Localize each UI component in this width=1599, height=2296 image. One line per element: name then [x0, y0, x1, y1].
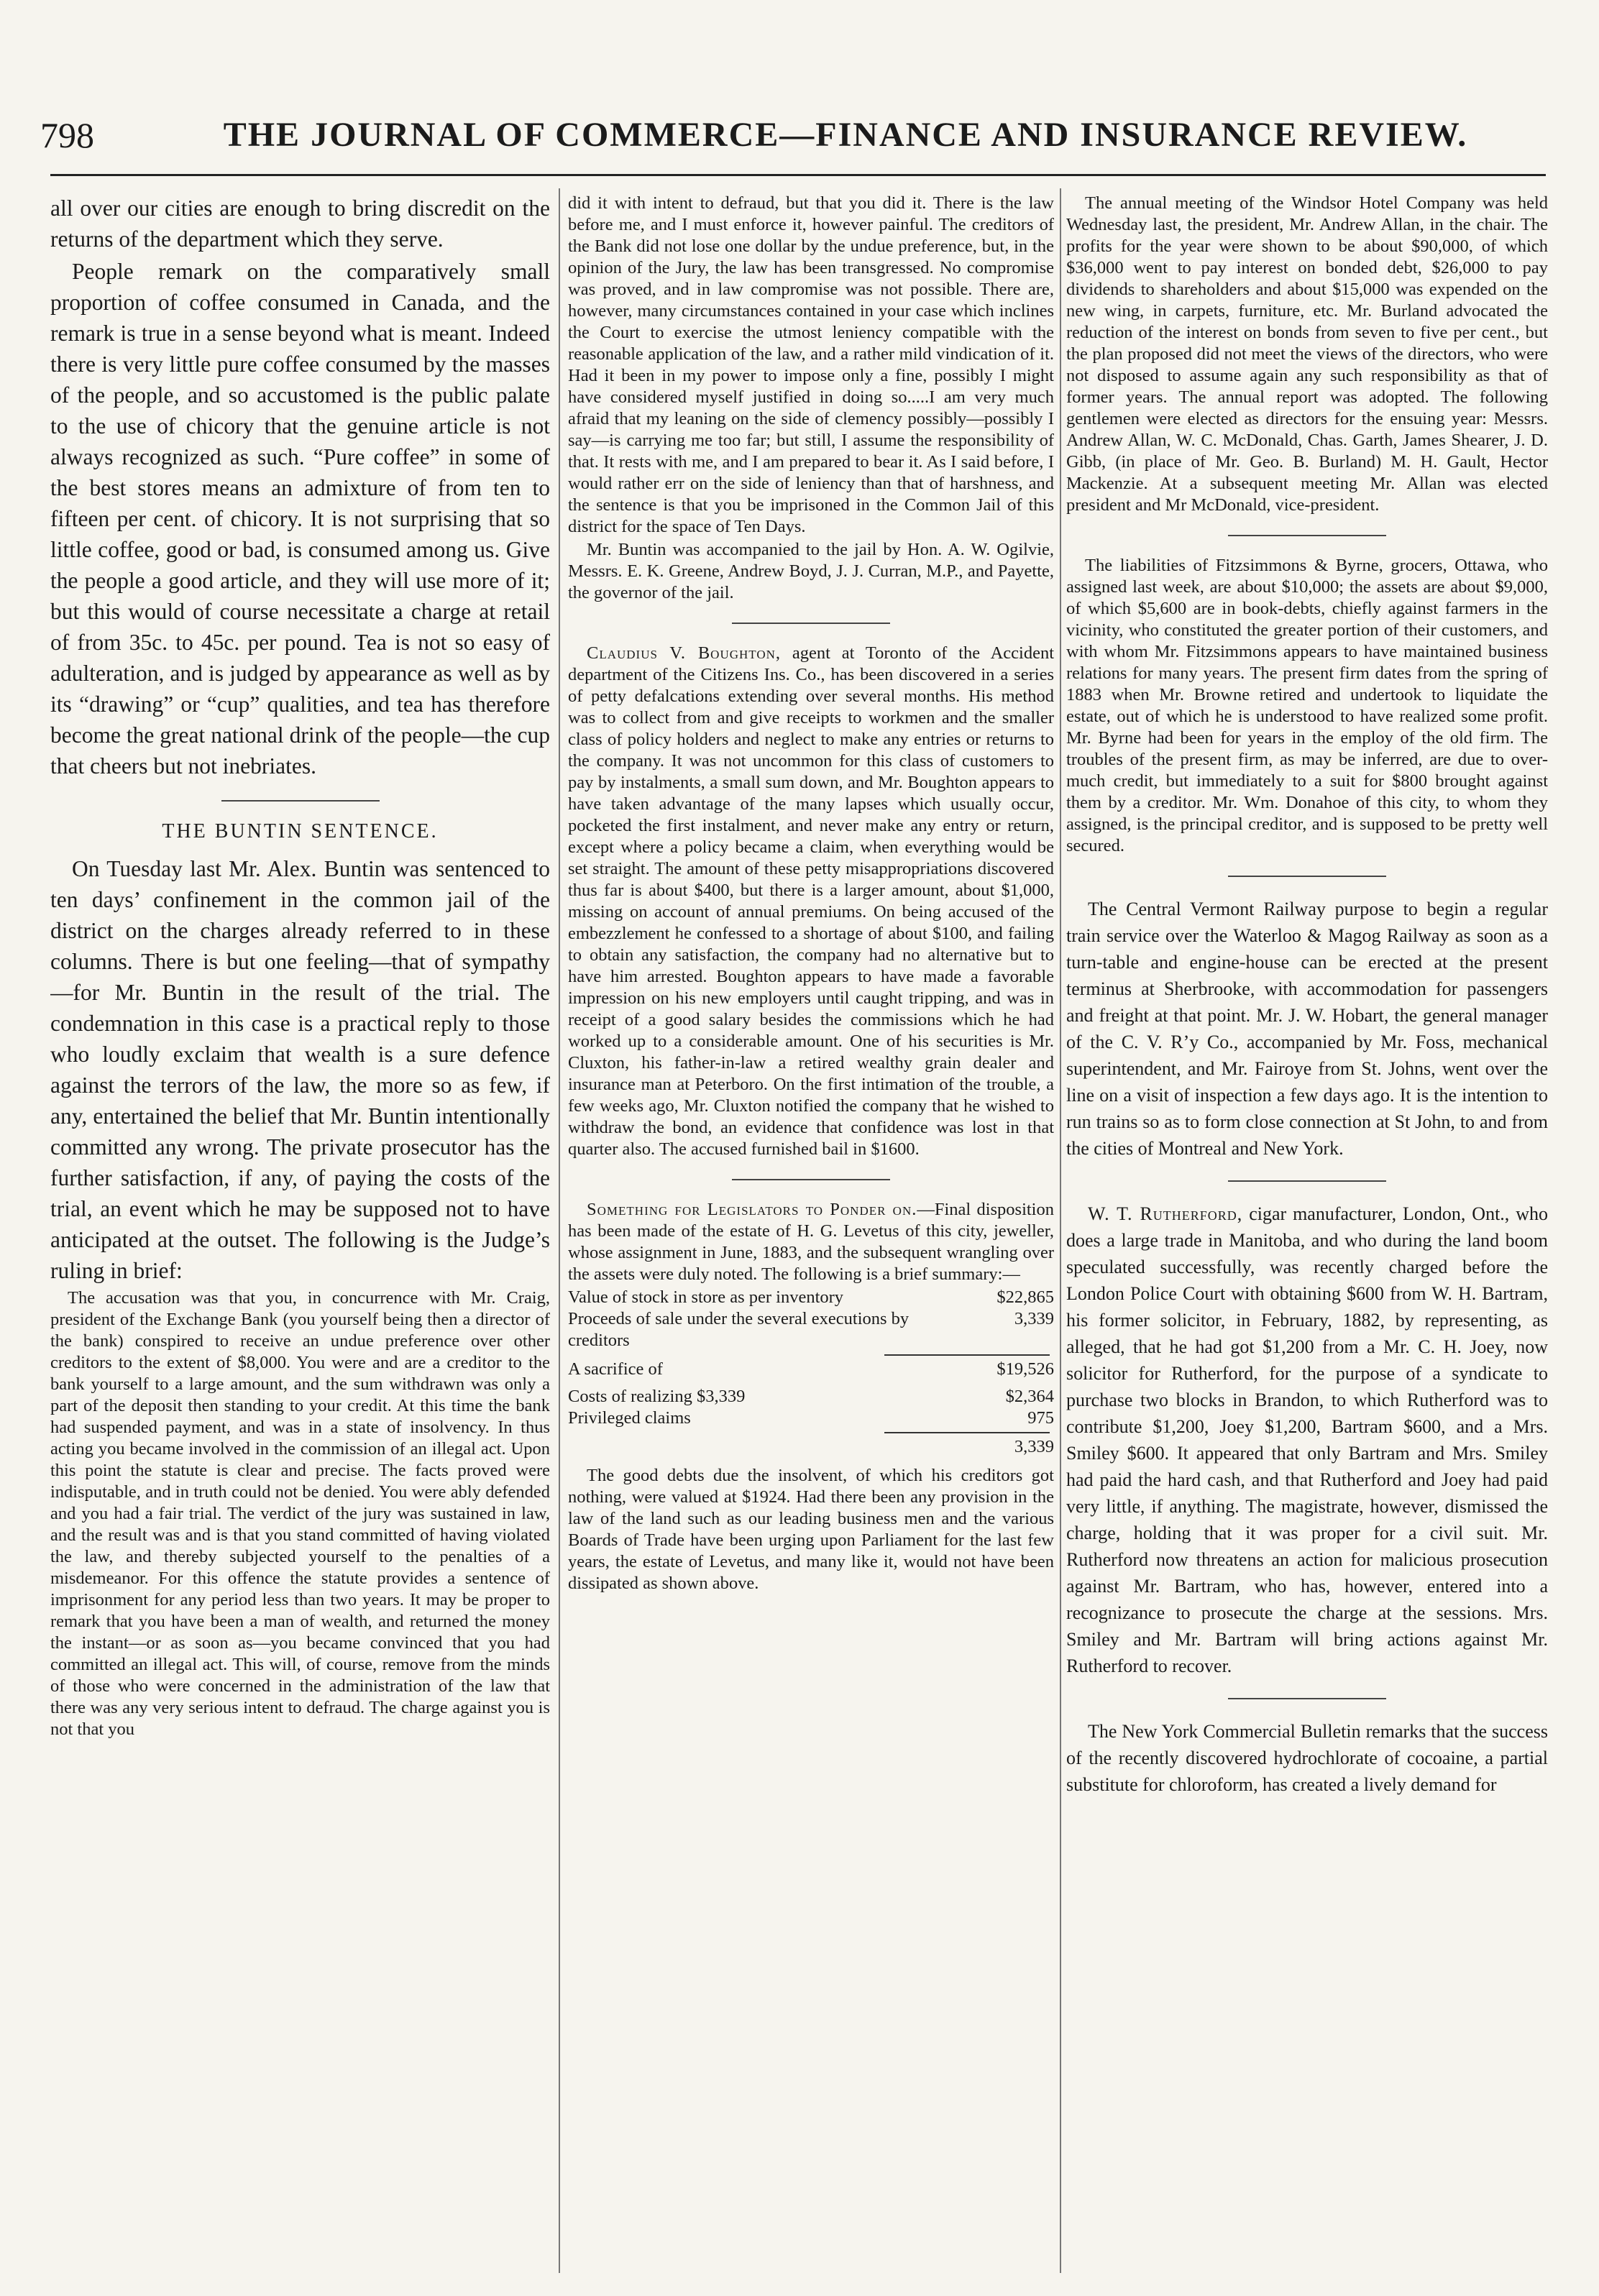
divider: [732, 1179, 890, 1180]
boughton-article: [568, 643, 1054, 1160]
rutherford-article: [1066, 1200, 1548, 1679]
buntin-paragraph: On Tuesday last Mr. Alex. Buntin was sentenced to ten days’ confinement in the common jail of the district on the charges already referred to in these columns. There is but one feeling—that of sympathy—for Mr. Buntin in the result of the trial. The condemnation in this case is a practical reply to those who loudly exclaim that wealth is a sure defence against the terrors of the law, the more so as few, if any, entertained the belief that Mr. Buntin intentionally committed any wrong. The private prosecutor has the further satisfaction, if any, of paying the costs of the trial, an event which he may be supposed not to have anticipated at the outset. The following is the Judge’s ruling in brief:: [50, 856, 550, 1283]
windsor-article: The annual meeting of the Windsor Hotel Company was held Wednesday last, the president, Mr. Andrew Allan, in the chair. The profits for the year were shown to be about $90,000, of which $36,000 went to pay interest on bonded debt, $26,000 to pay dividends to shareholders and about $15,000 was expended on the new wing, in carpets, furniture, etc. Mr. Burland advocated the reduction of the interest on bonds from seven to five per cent., but the plan proposed did not meet the views of the directors, who were not disposed to assume again any such responsibility as that of former years. The annual report was adopted. The following gentlemen were elected as directors for the ensuing year: Messrs. Andrew Allan, W. C. McDonald, Chas. Garth, James Shearer, J. D. Gibb, (in place of Mr. Geo. B. Burland) M. H. Gault, Hector Mackenzie. At a subsequent meeting Mr. Allan was elected president and Mr McDonald, vice-president.: [1066, 193, 1548, 515]
summary-row: Value of stock in store as per inventory $22,865: [568, 1287, 1054, 1307]
column-1: [50, 193, 550, 2263]
section-title-buntin: THE BUNTIN SENTENCE.: [162, 820, 439, 842]
levetus-summary: [568, 1287, 1054, 1458]
summary-row: A sacrifice of $19,526: [568, 1359, 1054, 1379]
column-rule: [559, 188, 560, 2273]
divider: [732, 623, 890, 624]
boughton-body: agent at Toronto of the Accident department of the Citizens Ins. Co., has been discovered in a series of petty defalcations extending over several months. His method was to collect from and give receipts to workmen and the smaller class of policy holders and neglect to make any entries or returns to the company. It was not uncommon for this class of customers to pay by instalments, a small sum down, and Mr. Boughton appears to have taken advantage of the many lapses which usually occur, pocketed the first instalment, and never make any entry or return, except where a policy became a claim, when everything would be set straight. The amount of these petty misappropriations discovered thus far is about $400, but there is a larger amount, about $1,000, missing on account of annual premiums. On being accused of the embezzlement he confessed to a shortage of about $100, and failing to obtain any satisfaction, the company had no alternative but to have him arrested. Boughton appears to have made a favorable impression on his new employers until caught tripping, and was in receipt of a good salary besides the commissions which he had worked up to a considerable amount. One of his securities is Mr. Cluxton, his father-in-law a retired wealthy grain dealer and insurance man at Peterboro. On the first intimation of the trouble, a few weeks ago, Mr. Cluxton notified the company that he wished to withdraw the bond, an evidence that confidence was lost in that quarter also. The accused furnished bail in $1600.: [568, 643, 1054, 1159]
column-2: [568, 193, 1054, 2263]
vermont-article: The Central Vermont Railway purpose to begin a regular train service over the Waterloo & Magog Railway as soon as a turn-table and engine-house can be erected at the present terminus at Sherbrooke, with accommodation for passengers and freight at that point. Mr. J. W. Hobart, the general manager of the C. V. R’y Co., accompanied by Mr. Foss, mechanical superintendent, and Mr. Fairoye from St. Johns, went over the line on a visit of inspection a few days ago. It is the intention to run trains so as to form close connection at St John, to and from the cities of Montreal and New York.: [1066, 899, 1548, 1159]
header-rule: [50, 174, 1546, 176]
rutherford-lead: W. T. Rutherford,: [1088, 1203, 1243, 1224]
bulletin-article: The New York Commercial Bulletin remarks that the success of the recently discovered hydrochlorate of cocoaine, a partial substitute for chloroform, has created a lively demand for: [1066, 1721, 1548, 1795]
levetus-article: [568, 1199, 1054, 1285]
coffee-paragraph-end: all over our cities are enough to bring discredit on the returns of the department which they serve.: [50, 196, 550, 252]
column-rule: [1060, 188, 1061, 2273]
summary-rule: [884, 1432, 1050, 1433]
running-head: THE JOURNAL OF COMMERCE—FINANCE AND INSURANCE REVIEW.: [223, 116, 1468, 154]
spacer: [568, 1380, 1054, 1386]
levetus-after: The good debts due the insolvent, of which his creditors got nothing, were valued at $1924. Had there been any provision in the law of the land such as our leading business men and the various Boards of Trade have been urging upon Parliament for the last few years, the estate of Levetus, and many like it, would not have been dissipated as shown above.: [568, 1466, 1054, 1593]
buntin-ruling-continued: did it with intent to defraud, but that you did it. There is the law before me, and I must enforce it, however painful. The creditors of the Bank did not lose one dollar by the undue preference, but, in the opinion of the Jury, the law has been transgressed. No compromise was proved, and in law compromise was not possible. There are, however, many circumstances contained in your case which inclines the Court to exercise the utmost leniency compatible with the reasonable application of the law, and a rather mild vindication of it. Had it been in my power to impose only a fine, possibly I might have considered myself justified in doing so.....I am very much afraid that my leaning on the side of clemency possibly—possibly I say—is carrying me too far; but still, I assume the responsibility of that. It rests with me, and I am prepared to bear it. As I said before, I would rather err on the side of leniency than that of harshness, and the sentence is that you be imprisoned in the Common Jail of this district for the space of Ten Days.: [568, 193, 1054, 536]
divider: [1228, 535, 1386, 536]
summary-rule: [884, 1354, 1050, 1356]
summary-row: 3,339: [1014, 1437, 1054, 1456]
rutherford-body: cigar manufacturer, London, Ont., who does a large trade in Manitoba, and who during the land boom speculated successfully, was recently charged before the London Police Court with obtaining $600 from W. H. Bartram, his former solicitor, in February, 1882, by representing, as alleged, that he had got $1,200 from a Mr. C. H. Joey, now solicitor for Rutherford, for the purpose of a syndicate to purchase two blocks in Brandon, to which Rutherford was to contribute $1,200, Joey $1,200, Bartram $600, and a Mrs. Smiley $600. It appeared that only Bartram and Mrs. Smiley had paid the hard cash, and that Rutherford and Joey had paid very little, if anything. The magistrate, however, dismissed the charge, holding that it was proper for a civil suit. Mr. Rutherford now threatens an action for malicious prosecution against Mr. Bartram, who has, however, entered into a recognizance to prosecute the charge at the sessions. Mrs. Smiley and Mr. Bartram will bring actions against Mr. Rutherford to recover.: [1066, 1203, 1548, 1676]
summary-row: Privileged claims 975: [568, 1408, 1054, 1428]
buntin-after: Mr. Buntin was accompanied to the jail by Hon. A. W. Ogilvie, Messrs. E. K. Greene, Andrew Boyd, J. J. Curran, M.P., and Payette, the governor of the jail.: [568, 540, 1054, 602]
levetus-lead: Something for Legislators to Ponder on.: [587, 1200, 917, 1219]
buntin-ruling: The accusation was that you, in concurrence with Mr. Craig, president of the Exchange Bank (you yourself being then a director of the bank) conspired to receive an undue preference over other creditors to the extent of $8,000. You were and are a creditor to the bank yourself to a large amount, and the sum withdrawn was only a part of the deposit then standing to your credit. At this time the bank had suspended payment, and was in a state of insolvency. In thus acting you became involved in the commission of an illegal act. Upon this point the statute is clear and precise. The facts proved were indisputable, and in truth could not be denied. You were ably defended and you had a fair trial. The verdict of the jury was sustained in law, and the result was and is that you stand committed of having violated the law, and thereby subjected yourself to the penalties of a misdemeanor. For this offence the statute provides a sentence of imprisonment for any period less than two years. It may be proper to remark that you have been a man of wealth, and returned the money the instant—or as soon as—you became convinced that you had committed an illegal act. This will, of course, remove from the minds of those who were concerned in the administration of the law that there was any very serious intent to defraud. The charge against you is not that you: [50, 1288, 550, 1739]
boughton-lead: Claudius V. Boughton,: [587, 643, 782, 663]
page-number: 798: [40, 115, 94, 155]
divider: [1228, 1180, 1386, 1182]
column-3: [1066, 193, 1548, 2263]
levetus-body: —Final disposition has been made of the estate of H. G. Levetus of this city, jeweller, whose assignment in June, 1883, and the subsequent wrangling over the assets were duly noted. The following is a brief summary:—: [568, 1200, 1054, 1284]
divider: [1228, 876, 1386, 877]
page-header: [40, 108, 1564, 165]
summary-row: Costs of realizing $3,339 $2,364: [568, 1387, 1054, 1406]
summary-row: Proceeds of sale under the several executions by creditors 3,339: [568, 1309, 1054, 1350]
coffee-paragraph: People remark on the comparatively small proportion of coffee consumed in Canada, and the remark is true in a sense beyond what is meant. Indeed there is very little pure coffee consumed by the masses of the people, and so accustomed is the public palate to the use of chicory that the genuine article is not always recognized as such. “Pure coffee” in some of the best stores means an admixture of from ten to fifteen per cent. of chicory. It is not surprising that so little coffee, good or bad, is consumed among us. Give the people a good article, and they will use more of it; but this would of course necessitate a charge at retail of from 35c. to 45c. per pound. Tea is not so easy of adulteration, and is judged by appearance as well as by its “drawing” or “cup” qualities, and tea has therefore become the great national drink of the people—the cup that cheers but not inebriates.: [50, 259, 550, 779]
divider: [1228, 1698, 1386, 1699]
fitzsimmons-article: The liabilities of Fitzsimmons & Byrne, grocers, Ottawa, who assigned last week, are about $10,000; the assets are about $9,000, of which $5,600 are in book-debts, chiefly against farmers in the vicinity, who constituted the greater portion of their customers, and with whom Mr. Fitzsimmons appears to have maintained business relations for many years. The present firm dates from the spring of 1883 when Mr. Browne retired and undertook to liquidate the estate, out of which he is understood to have realized some profit. Mr. Byrne had been for years in the employ of the old firm. The troubles of the present firm, as may be inferred, are due to over-much credit, but immediately to a suit for $800 brought against them by a creditor. Mr. Wm. Donahoe of this city, to whom they assigned, is the principal creditor, and is supposed to be pretty well secured.: [1066, 556, 1548, 855]
divider: [221, 800, 380, 802]
